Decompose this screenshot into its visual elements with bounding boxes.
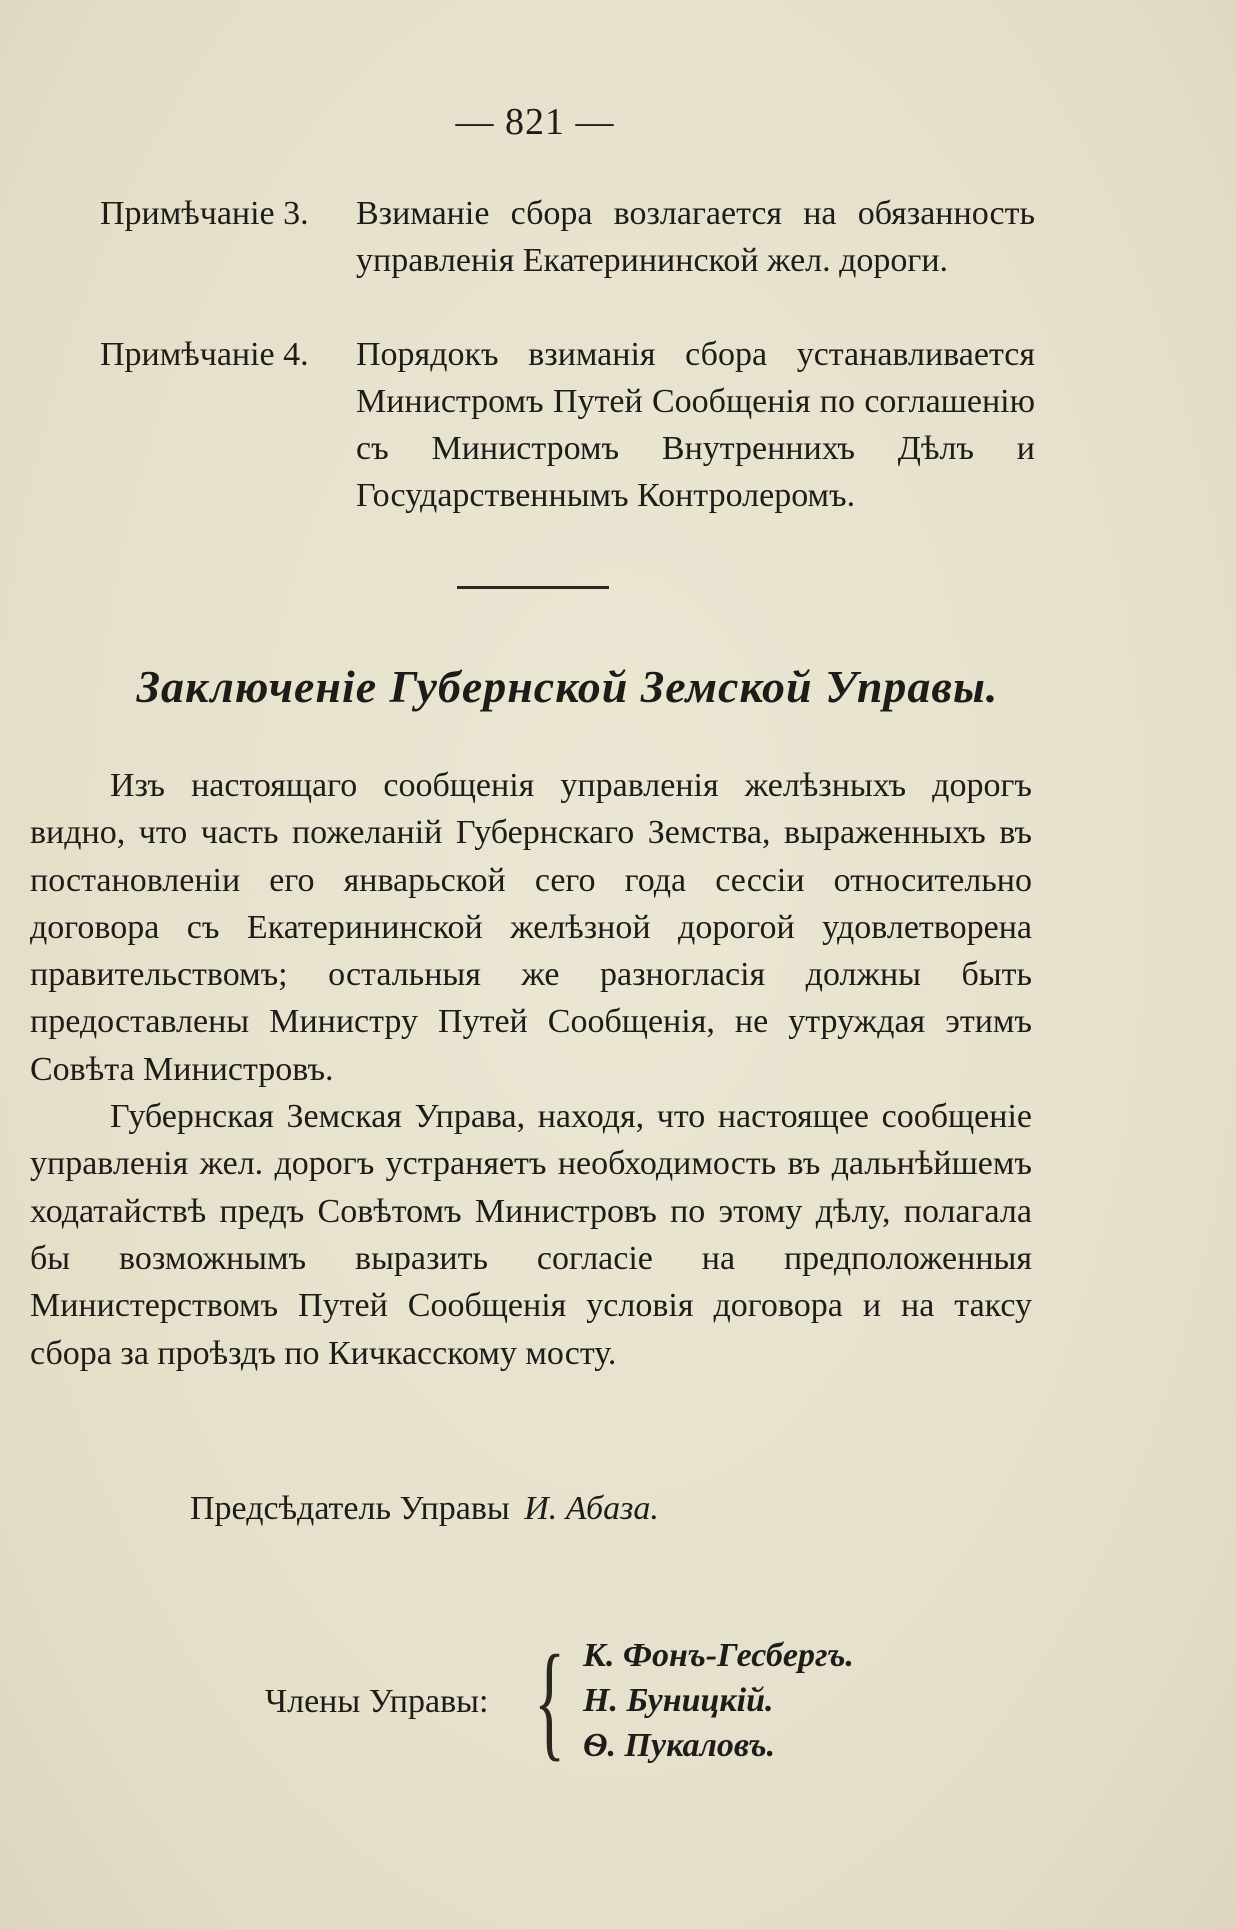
note-4-text: Порядокъ взиманія сбора устанавливается Министромъ Путей Сообщенія по соглашенію съ Министромъ Внутреннихъ Дѣлъ и Государственнымъ Контролеромъ. <box>356 336 1035 514</box>
chairman-signature <box>190 1485 659 1532</box>
section-divider <box>457 586 609 589</box>
note-4 <box>100 331 1035 519</box>
section-heading: Заключеніе Губернской Земской Управы. <box>136 661 999 712</box>
chairman-name: И. Абаза. <box>524 1490 659 1527</box>
paragraph-2: Губернская Земская Управа, находя, что настоящее сообщеніе управленія жел. дорогъ устраняетъ необходимость въ дальнѣйшемъ ходатайствѣ предъ Совѣтомъ Министровъ по этому дѣлу, полагала бы возможнымъ выразить согласіе на предположенныя Министерствомъ Путей Сообщенія условія договора и на таксу сбора за проѣздъ по Кичкасскому мосту. <box>30 1098 1032 1372</box>
members-brace: { <box>534 1629 566 1773</box>
members-list <box>583 1633 854 1768</box>
note-4-label: Примѣчаніе 4. <box>100 336 309 373</box>
member-name: К. Фонъ-Гесбергъ. <box>583 1637 854 1674</box>
note-3-text: Взиманіе сбора возлагается на обязанность управленія Екатерининской жел. дороги. <box>356 195 1035 279</box>
members-title: Члены Управы: <box>265 1683 489 1720</box>
page-number: — 821 — <box>455 101 615 143</box>
conclusion-body <box>30 762 1032 1377</box>
paragraph-1: Изъ настоящаго сообщенія управленія желѣзныхъ дорогъ видно, что часть пожеланій Губернскаго Земства, выраженныхъ въ постановленіи его январьской сего года сессіи относительно договора съ Екатерининской желѣзной дорогой удовлетворена правительствомъ; остальныя же разногласія должны быть предоставлены Министру Путей Сообщенія, не утруждая этимъ Совѣта Министровъ. <box>30 767 1032 1088</box>
member-name: Ѳ. Пукаловъ. <box>583 1727 776 1764</box>
note-3-label: Примѣчаніе 3. <box>100 195 309 232</box>
note-3 <box>100 190 1035 284</box>
member-name: Н. Буницкій. <box>583 1682 774 1719</box>
chairman-title: Предсѣдатель Управы <box>190 1490 510 1527</box>
